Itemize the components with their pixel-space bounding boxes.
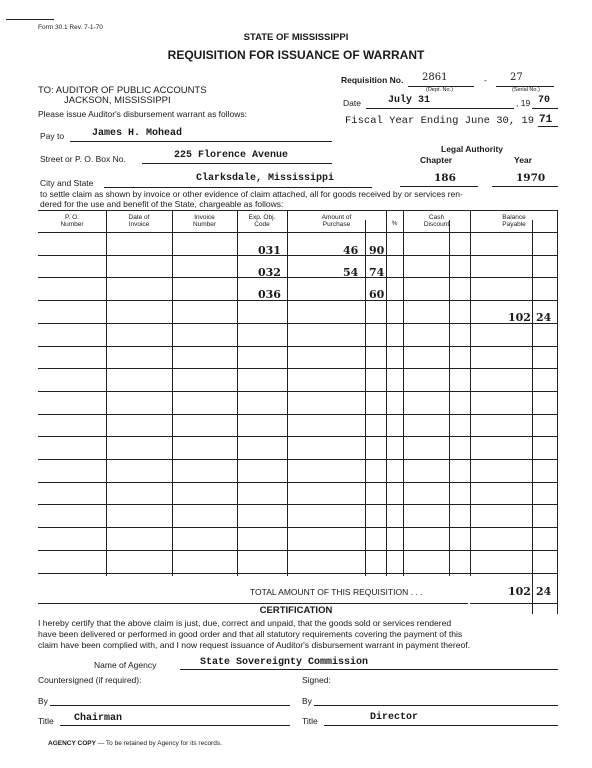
balance-dollars[interactable]: 102 bbox=[508, 311, 531, 324]
table-row bbox=[38, 391, 558, 392]
left-title-line bbox=[60, 725, 290, 726]
left-by-line[interactable] bbox=[50, 705, 290, 706]
legal-authority-label: Legal Authority bbox=[441, 144, 504, 154]
street-line bbox=[142, 163, 332, 164]
col-divider-8 bbox=[449, 220, 450, 576]
date-value[interactable]: July 31 bbox=[388, 95, 431, 106]
row1-amount-dollars[interactable]: 46 bbox=[343, 244, 359, 257]
left-title-value[interactable]: Chairman bbox=[74, 713, 123, 724]
form-id: Form 30.1 Rev. 7-1-70 bbox=[38, 24, 103, 31]
table-row bbox=[38, 255, 558, 256]
date-year-line bbox=[532, 108, 558, 109]
table-row bbox=[38, 550, 558, 551]
col-divider-11 bbox=[557, 210, 558, 614]
city-label: City and State bbox=[40, 178, 94, 188]
col-divider-3 bbox=[237, 210, 238, 576]
agency-value[interactable]: State Sovereignty Commission bbox=[200, 657, 369, 668]
date-year-prefix: , 19 bbox=[516, 98, 531, 108]
header-cash-discount: Cash Discount bbox=[423, 214, 450, 228]
left-title-label: Title bbox=[38, 716, 54, 726]
pay-to-line bbox=[70, 141, 332, 142]
agency-label: Name of Agency bbox=[94, 660, 157, 670]
right-title-line bbox=[324, 725, 558, 726]
year-line bbox=[492, 186, 558, 187]
certification-line2: have been delivered or performed in good order and that all statutory requirements covering the payment of this bbox=[38, 629, 463, 639]
col-divider-7 bbox=[403, 210, 404, 576]
row2-amount-dollars[interactable]: 54 bbox=[343, 266, 359, 279]
certification-title: CERTIFICATION bbox=[259, 605, 333, 616]
street-value[interactable]: 225 Florence Avenue bbox=[174, 150, 289, 161]
table-row bbox=[38, 346, 558, 347]
col-divider-6 bbox=[386, 210, 387, 576]
settle-text-line1: to settle claim as shown by invoice or other evidence of claim attached, all for goods received by or services ren- bbox=[40, 189, 463, 199]
col-divider-5 bbox=[365, 220, 366, 576]
table-row bbox=[38, 482, 558, 483]
fiscal-year-line bbox=[538, 126, 558, 127]
header-balance: Balance Payable bbox=[502, 214, 526, 228]
form-title: REQUISITION FOR ISSUANCE OF WARRANT bbox=[167, 48, 425, 62]
table-row bbox=[38, 527, 558, 528]
requisition-dash: - bbox=[484, 75, 487, 85]
header-invoice: Invoice Number bbox=[192, 214, 217, 228]
row3-amount-cents[interactable]: 60 bbox=[369, 288, 385, 301]
agency-line bbox=[180, 669, 558, 670]
settle-text-line2: dered for the use and benefit of the State, chargeable as follows: bbox=[40, 199, 284, 209]
footer-note-text: — To be retained by Agency for its records. bbox=[95, 740, 222, 747]
right-by-line[interactable] bbox=[314, 705, 558, 706]
right-title-value[interactable]: Director bbox=[370, 712, 419, 723]
chapter-line bbox=[400, 186, 478, 187]
dept-no-value[interactable]: 2861 bbox=[422, 72, 448, 83]
header-amount: Amount of Purchase bbox=[321, 214, 352, 228]
table-row bbox=[38, 573, 558, 574]
chapter-value[interactable]: 186 bbox=[434, 172, 456, 184]
chapter-label: Chapter bbox=[420, 155, 453, 165]
city-value[interactable]: Clarksdale, Mississippi bbox=[196, 173, 335, 184]
total-bottom-rule bbox=[470, 603, 558, 604]
table-header-border bbox=[38, 232, 558, 233]
requisition-label: Requisition No. bbox=[341, 75, 404, 85]
table-row bbox=[38, 300, 558, 301]
header-po: P. O. Number bbox=[60, 214, 84, 228]
total-label: TOTAL AMOUNT OF THIS REQUISITION . . . bbox=[250, 587, 423, 597]
table-row bbox=[38, 368, 558, 369]
state-heading: STATE OF MISSISSIPPI bbox=[243, 32, 349, 43]
date-label: Date bbox=[343, 98, 361, 108]
col-divider-2 bbox=[172, 210, 173, 576]
table-row bbox=[38, 436, 558, 437]
serial-no-caption: (Serial No.) bbox=[512, 87, 540, 93]
total-dollars[interactable]: 102 bbox=[508, 585, 531, 598]
col-divider-1 bbox=[106, 210, 107, 576]
addressee-line3: Please issue Auditor's disbursement warrant as follows: bbox=[38, 109, 248, 119]
serial-no-value[interactable]: 27 bbox=[510, 72, 523, 83]
addressee-line1: TO: AUDITOR OF PUBLIC ACCOUNTS bbox=[38, 85, 207, 96]
date-line bbox=[366, 108, 514, 109]
row1-amount-cents[interactable]: 90 bbox=[369, 244, 385, 257]
countersigned-label: Countersigned (if required): bbox=[38, 675, 142, 685]
header-exp-code: Exp. Obj. Code bbox=[248, 214, 276, 228]
claims-table bbox=[38, 210, 558, 604]
row2-exp-code[interactable]: 032 bbox=[258, 266, 281, 279]
fiscal-year-label: Fiscal Year Ending June 30, 19 bbox=[345, 115, 535, 127]
addressee-line2: JACKSON, MISSISSIPPI bbox=[64, 95, 171, 106]
footer-note bbox=[48, 740, 222, 747]
left-by-label: By bbox=[38, 696, 48, 706]
table-row bbox=[38, 504, 558, 505]
date-year-value[interactable]: 70 bbox=[538, 95, 551, 106]
balance-cents[interactable]: 24 bbox=[536, 311, 552, 324]
header-percent: % bbox=[391, 220, 398, 227]
year-value[interactable]: 1970 bbox=[516, 172, 546, 184]
right-by-label: By bbox=[302, 696, 312, 706]
table-row bbox=[38, 414, 558, 415]
header-date: Date of Invoice bbox=[128, 214, 150, 228]
year-label: Year bbox=[514, 155, 532, 165]
street-label: Street or P. O. Box No. bbox=[40, 154, 126, 164]
col-divider-9 bbox=[470, 210, 471, 576]
table-row bbox=[38, 323, 558, 324]
table-row bbox=[38, 277, 558, 278]
total-cents[interactable]: 24 bbox=[536, 585, 552, 598]
row2-amount-cents[interactable]: 74 bbox=[369, 266, 385, 279]
certification-line3: claim have been complied with, and I now request issuance of Auditor's disbursement warrant in payment thereof. bbox=[38, 640, 471, 650]
table-top-border bbox=[38, 210, 558, 211]
city-line bbox=[104, 187, 372, 188]
footer-agency-copy: AGENCY COPY bbox=[48, 740, 96, 747]
col-divider-4 bbox=[287, 210, 288, 576]
corner-mark bbox=[6, 19, 54, 20]
dept-no-caption: (Dept. No.) bbox=[426, 87, 453, 93]
signed-label: Signed: bbox=[302, 675, 331, 685]
right-title-label: Title bbox=[302, 716, 318, 726]
certification-line1: I hereby certify that the above claim is just, due, correct and unpaid, that the goods sold or services rendered bbox=[38, 618, 452, 628]
col-divider-10 bbox=[532, 220, 533, 614]
row3-exp-code[interactable]: 036 bbox=[258, 288, 281, 301]
table-row bbox=[38, 459, 558, 460]
pay-to-label: Pay to bbox=[40, 131, 65, 141]
total-left-rule bbox=[38, 603, 468, 604]
pay-to-value[interactable]: James H. Mohead bbox=[92, 128, 183, 139]
fiscal-year-value[interactable]: 71 bbox=[539, 114, 553, 126]
row1-exp-code[interactable]: 031 bbox=[258, 244, 281, 257]
